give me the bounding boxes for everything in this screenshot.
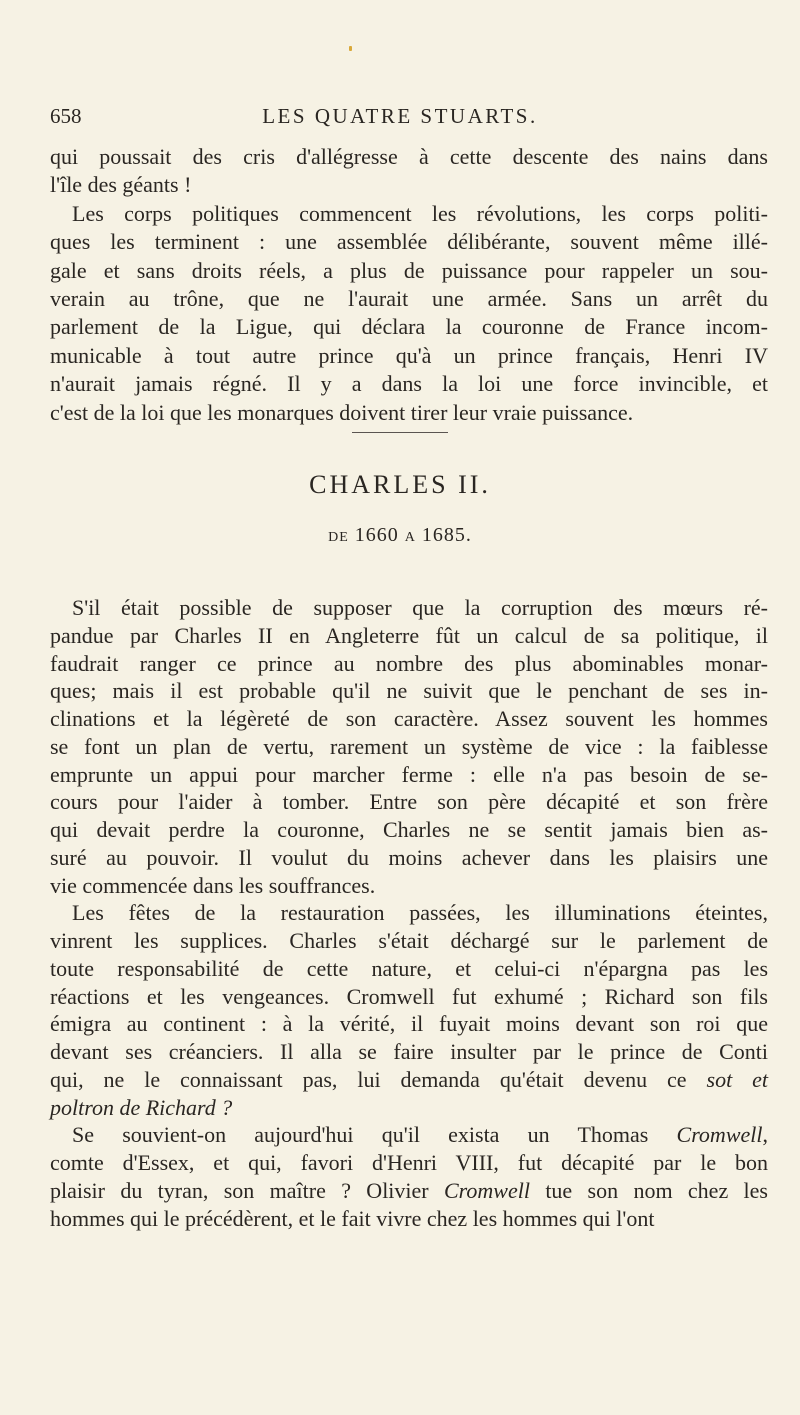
- text-line: municable à tout autre prince qu'à un prince français, Henri IV: [50, 342, 768, 368]
- text-line: emprunte un appui pour marcher ferme : elle n'a pas besoin de se-: [50, 761, 768, 787]
- text-line: [72, 1121, 768, 1149]
- text-line: hommes qui le précédèrent, et le fait vivre chez les hommes qui l'ont: [50, 1205, 655, 1231]
- italic-text: Cromwell: [676, 1122, 763, 1148]
- italic-text: Cromwell: [443, 1177, 530, 1203]
- text-line: pandue par Charles II en Angleterre fût un calcul de sa politique, il: [50, 622, 768, 648]
- text-line: gale et sans droits réels, a plus de puissance pour rappeler un sou-: [50, 257, 768, 283]
- dates-mid: A: [404, 530, 416, 545]
- page-number: 658: [50, 104, 82, 128]
- text-line: qui devait perdre la couronne, Charles ne se sentit jamais bien as-: [50, 817, 768, 842]
- italic-text: sot et: [706, 1066, 768, 1092]
- text-line: se font un plan de vertu, rarement un système de vice : la faiblesse: [50, 733, 768, 759]
- text-line: verain au trône, que ne l'aurait une armée. Sans un arrêt du: [50, 286, 768, 311]
- text-line: suré au pouvoir. Il voulut du moins achever dans les plaisirs une: [50, 844, 768, 870]
- text-line: l'île des géants !: [50, 172, 192, 198]
- text-line: vie commencée dans les souffrances.: [50, 872, 376, 898]
- text-line: Les fêtes de la restauration passées, les illuminations éteintes,: [72, 900, 768, 926]
- section-dates: [0, 524, 800, 547]
- text-line: clinations et la légèreté de son caractère. Assez souvent les hommes: [50, 706, 768, 731]
- text-line: comte d'Essex, et qui, favori d'Henri VIII, fut décapité par le bon: [50, 1150, 768, 1175]
- text-run: Se souvient-on aujourd'hui qu'il exista un Thomas: [72, 1122, 677, 1148]
- text-run: ,: [762, 1122, 768, 1148]
- text-line: ques; mais il est probable qu'il ne suivit que le penchant de ses in-: [50, 678, 768, 704]
- running-title: LES QUATRE STUARTS.: [262, 104, 538, 128]
- text-line: devant ses créanciers. Il alla se faire insulter par le prince de Conti: [50, 1039, 768, 1064]
- text-line: [50, 1094, 768, 1122]
- text-line: émigra au continent : à la vérité, il fuyait moins devant son roi que: [50, 1011, 768, 1037]
- ink-speck: [349, 46, 352, 51]
- dates-from: 1660: [354, 524, 399, 546]
- text-run: tue son nom chez les: [529, 1177, 768, 1203]
- text-line: réactions et les vengeances. Cromwell fut exhumé ; Richard son fils: [50, 983, 768, 1009]
- dates-to: 1685.: [421, 524, 472, 546]
- text-line: [50, 1066, 768, 1094]
- text-line: toute responsabilité de cette nature, et celui-ci n'épargna pas les: [50, 955, 768, 981]
- text-line: cours pour l'aider à tomber. Entre son père décapité et son frère: [50, 789, 768, 815]
- text-line: parlement de la Ligue, qui déclara la couronne de France incom-: [50, 314, 768, 340]
- section-divider: [352, 432, 448, 433]
- text-line: n'aurait jamais régné. Il y a dans la loi une force invincible, et: [50, 371, 768, 397]
- text-run: plaisir du tyran, son maître ? Olivier: [50, 1177, 444, 1203]
- section-title: CHARLES II.: [309, 470, 491, 499]
- text-line: S'il était possible de supposer que la corruption des mœurs ré-: [72, 595, 768, 620]
- text-line: [50, 1177, 768, 1205]
- text-line: ques les terminent : une assemblée délibérante, souvent même illé-: [50, 229, 768, 255]
- text-line: Les corps politiques commencent les révolutions, les corps politi-: [72, 200, 768, 226]
- dates-prefix: DE: [328, 530, 349, 545]
- text-line: faudrait ranger ce prince au nombre des plus abominables monar-: [50, 650, 768, 676]
- text-run: qui, ne le connaissant pas, lui demanda qu'était devenu ce: [50, 1066, 707, 1092]
- text-line: vinrent les supplices. Charles s'était déchargé sur le parlement de: [50, 928, 768, 953]
- text-line: c'est de la loi que les monarques doivent tirer leur vraie puissance.: [50, 399, 634, 425]
- text-line: qui poussait des cris d'allégresse à cette descente des nains dans: [50, 144, 768, 169]
- italic-text: poltron de Richard ?: [50, 1094, 233, 1120]
